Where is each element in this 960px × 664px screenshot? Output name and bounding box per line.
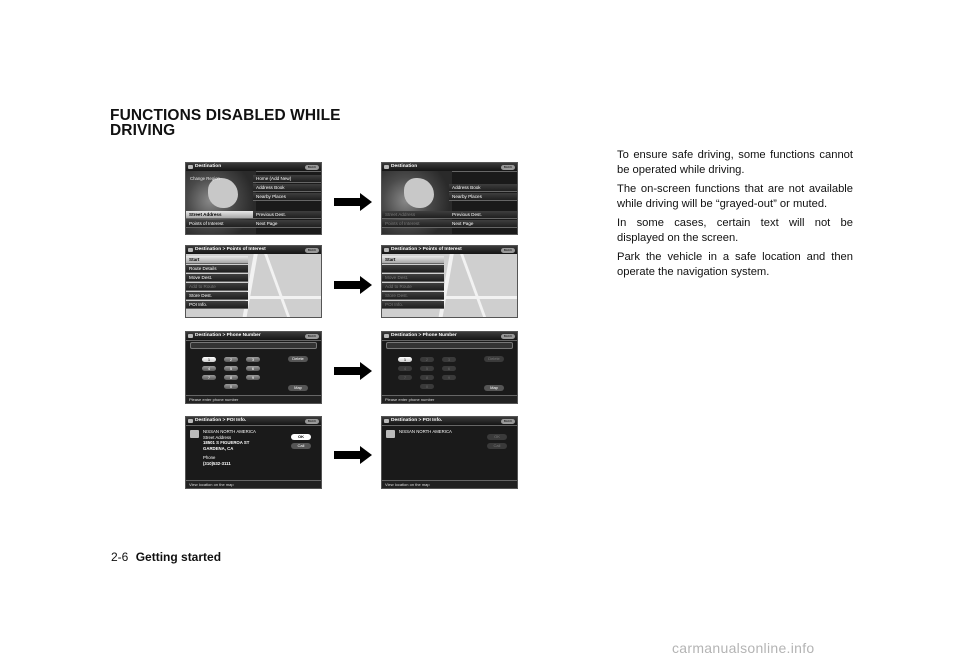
screen-poi-driving: Destination > Points of Interest BACK Start Move Dest. Add to Route Store Dest. POI Info. <box>381 245 518 318</box>
section-title: Getting started <box>135 550 222 564</box>
menu-move-dest[interactable]: Move Dest. <box>186 274 248 282</box>
arrow-right-icon <box>334 193 372 211</box>
key-7[interactable]: 7 <box>202 375 216 380</box>
poi-addr-line2: GARDENA, CA <box>203 445 234 451</box>
key-1[interactable]: 1 <box>202 357 216 362</box>
poi-name: NISSAN NORTH AMERICA <box>399 429 452 434</box>
nav-icon <box>188 165 193 169</box>
watermark: carmanualsonline.info <box>672 640 815 656</box>
screen-phone-driving: Destination > Phone Number BACK 1 2 3 4 5 6 7 8 9 0 Delete Map Please enter phone number <box>381 331 518 404</box>
nav-icon <box>384 334 389 338</box>
menu-address-book[interactable]: Address Book <box>253 184 321 192</box>
back-button[interactable]: BACK <box>501 248 515 253</box>
key-9[interactable]: 9 <box>246 375 260 380</box>
back-button[interactable]: BACK <box>501 165 515 170</box>
back-button[interactable]: BACK <box>305 334 319 339</box>
key-3[interactable]: 3 <box>246 357 260 362</box>
menu-previous-dest[interactable]: Previous Dest. <box>253 211 321 219</box>
poi-phone: (310)532-3111 <box>203 460 231 466</box>
page-footer <box>111 550 221 564</box>
menu-route-details-disabled <box>382 265 444 273</box>
key-4-disabled: 4 <box>398 366 412 371</box>
menu-previous-dest[interactable]: Previous Dest. <box>449 211 517 219</box>
menu-move-dest-disabled: Move Dest. <box>382 274 444 282</box>
hint-bar: Please enter phone number <box>186 395 321 403</box>
key-1: 1 <box>398 357 412 362</box>
key-0[interactable]: 0 <box>224 384 238 389</box>
delete-button[interactable]: Delete <box>288 356 308 362</box>
key-8[interactable]: 8 <box>224 375 238 380</box>
building-icon <box>386 430 395 438</box>
back-button[interactable]: BACK <box>305 419 319 424</box>
back-button[interactable]: BACK <box>501 334 515 339</box>
phone-input <box>386 342 513 349</box>
paragraph-4: Park the vehicle in a safe location and then operate the navigation system. <box>617 251 853 278</box>
menu-street-address[interactable]: Street Address <box>186 211 254 219</box>
building-icon <box>190 430 199 438</box>
menu-address-book[interactable]: Address Book <box>449 184 517 192</box>
menu-route-details[interactable]: Route Details <box>186 265 248 273</box>
menu-home-add-new[interactable]: Home (Add New) <box>253 175 321 183</box>
call-button-disabled: Call <box>487 443 507 449</box>
continent-shape <box>404 178 434 208</box>
screen-poi-info-parked: Destination > POI Info. BACK NISSAN NORTH AMERICA Street Address 18501 S FIGUEROA ST GARDENA, CA Phone (310)532-3111 OK Call View location on the map <box>185 416 322 489</box>
paragraph-3: In some cases, certain text will not be displayed on the screen. <box>617 217 853 244</box>
change-region-label[interactable]: Change Region <box>190 176 220 181</box>
menu-next-page[interactable]: Next Page <box>449 220 517 228</box>
delete-button-disabled: Delete <box>484 356 504 362</box>
menu-nearby-places[interactable]: Nearby Places <box>449 193 517 201</box>
screen-destination-driving: Destination BACK Street Address Points of Interest Address Book Nearby Places Previous Dest. Next Page <box>381 162 518 235</box>
poi-addr-line1: 18501 S FIGUEROA ST <box>203 440 250 445</box>
call-button[interactable]: Call <box>291 443 311 449</box>
menu-start[interactable]: Start <box>382 256 444 264</box>
key-7-disabled: 7 <box>398 375 412 380</box>
key-6-disabled: 6 <box>442 366 456 371</box>
back-button[interactable]: BACK <box>501 419 515 424</box>
heading-line-1: FUNCTIONS DISABLED WHILE <box>110 107 341 124</box>
menu-poi-info[interactable]: POI Info. <box>186 301 248 309</box>
poi-details <box>203 429 256 466</box>
back-button[interactable]: BACK <box>305 248 319 253</box>
nav-icon <box>384 248 389 252</box>
key-2-disabled: 2 <box>420 357 434 362</box>
screen-poi-info-driving: Destination > POI Info. BACK NISSAN NORTH AMERICA OK Call View location on the map <box>381 416 518 489</box>
nav-icon <box>188 419 193 423</box>
key-2[interactable]: 2 <box>224 357 238 362</box>
menu-points-of-interest-disabled: Points of Interest <box>382 220 450 228</box>
poi-name: NISSAN NORTH AMERICA <box>203 429 256 434</box>
menu-street-address-disabled: Street Address <box>382 211 450 219</box>
menu-next-page[interactable]: Next Page <box>253 220 321 228</box>
screen-destination-parked: Destination BACK Change Region Street Address Points of Interest Home (Add New) Address Book Nearby Places Previous Dest. Next Page <box>185 162 322 235</box>
continent-shape <box>208 178 238 208</box>
page-heading <box>110 108 341 138</box>
key-4[interactable]: 4 <box>202 366 216 371</box>
map-button[interactable]: Map <box>288 385 308 391</box>
key-8-disabled: 8 <box>420 375 434 380</box>
menu-nearby-places[interactable]: Nearby Places <box>253 193 321 201</box>
nav-icon <box>384 165 389 169</box>
key-5[interactable]: 5 <box>224 366 238 371</box>
nav-icon <box>188 248 193 252</box>
menu-start[interactable]: Start <box>186 256 248 264</box>
arrow-right-icon <box>334 446 372 464</box>
menu-poi-info-disabled: POI Info. <box>382 301 444 309</box>
arrow-right-icon <box>334 276 372 294</box>
paragraph-1: To ensure safe driving, some functions cannot be operated while driving. <box>617 149 853 176</box>
screen-poi-parked: Destination > Points of Interest BACK Start Route Details Move Dest. Add to Route Store Dest. POI Info. <box>185 245 322 318</box>
heading-line-2: DRIVING <box>110 122 176 139</box>
hint-bar: Please enter phone number <box>382 395 517 403</box>
key-5-disabled: 5 <box>420 366 434 371</box>
phone-input[interactable] <box>190 342 317 349</box>
screen-phone-parked: Destination > Phone Number BACK 1 2 3 4 5 6 7 8 9 0 Delete Map Please enter phone number <box>185 331 322 404</box>
menu-add-to-route-disabled: Add to Route <box>382 283 444 291</box>
ok-button[interactable]: OK <box>291 434 311 440</box>
nav-icon <box>188 334 193 338</box>
key-6[interactable]: 6 <box>246 366 260 371</box>
key-0-disabled: 0 <box>420 384 434 389</box>
page-number: 2-6 <box>111 550 129 564</box>
ok-button-disabled: OK <box>487 434 507 440</box>
menu-store-dest[interactable]: Store Dest. <box>186 292 248 300</box>
paragraph-2: The on-screen functions that are not available while driving will be “grayed-out” or muted. <box>617 183 853 210</box>
key-9-disabled: 9 <box>442 375 456 380</box>
arrow-right-icon <box>334 362 372 380</box>
hint-bar: View location on the map <box>186 480 321 488</box>
key-3-disabled: 3 <box>442 357 456 362</box>
back-button[interactable]: BACK <box>305 165 319 170</box>
menu-points-of-interest[interactable]: Points of Interest <box>186 220 254 228</box>
menu-add-to-route[interactable]: Add to Route <box>186 283 248 291</box>
menu-store-dest-disabled: Store Dest. <box>382 292 444 300</box>
map-button[interactable]: Map <box>484 385 504 391</box>
poi-phone-label: Phone <box>203 455 216 460</box>
body-text <box>617 148 853 284</box>
hint-bar: View location on the map <box>382 480 517 488</box>
poi-addr-label: Street Address <box>203 434 232 440</box>
nav-icon <box>384 419 389 423</box>
